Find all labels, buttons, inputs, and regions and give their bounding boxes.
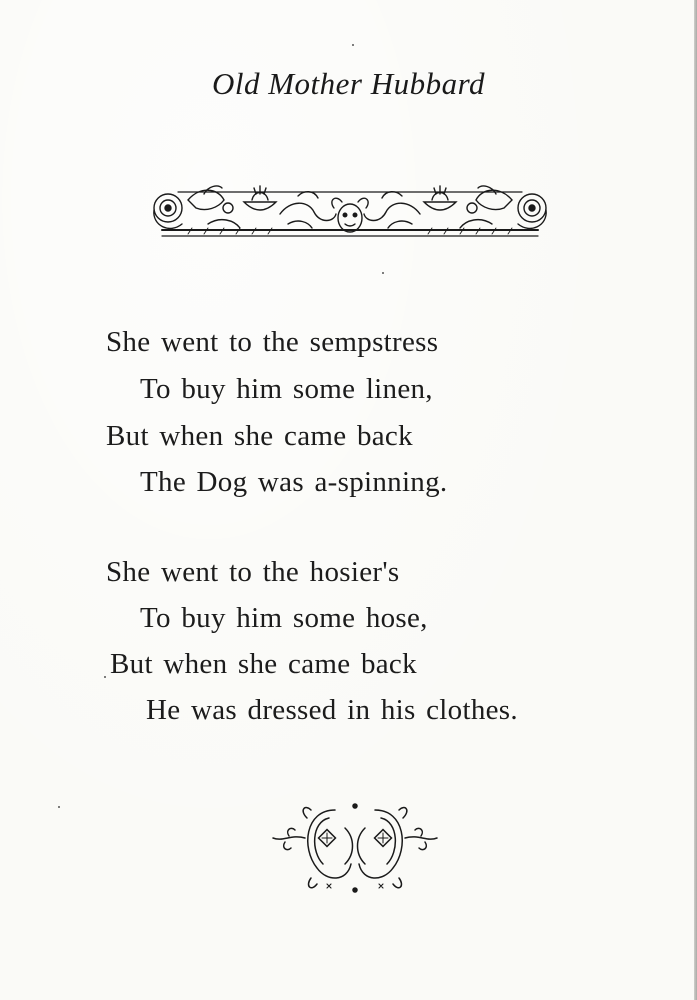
verse-line: The Dog was a-spinning. — [140, 466, 448, 498]
verse-line: To buy him some hose, — [140, 602, 428, 634]
paper-speck — [104, 676, 106, 678]
page-title: Old Mother Hubbard — [211, 66, 486, 101]
paper-speck — [382, 272, 384, 274]
paper-speck — [352, 44, 354, 46]
verse-line: But when she came back — [110, 648, 417, 680]
verse-line: To buy him some linen, — [140, 373, 433, 405]
verse-line: But when she came back — [106, 420, 413, 452]
verse-line: He was dressed in his clothes. — [146, 694, 518, 726]
footer-ornament-icon — [265, 798, 445, 898]
verse-line: She went to the sempstress — [106, 326, 439, 358]
paper-speck — [58, 806, 60, 808]
verse-line: She went to the hosier's — [106, 556, 400, 588]
header-ornament-icon — [148, 178, 552, 250]
